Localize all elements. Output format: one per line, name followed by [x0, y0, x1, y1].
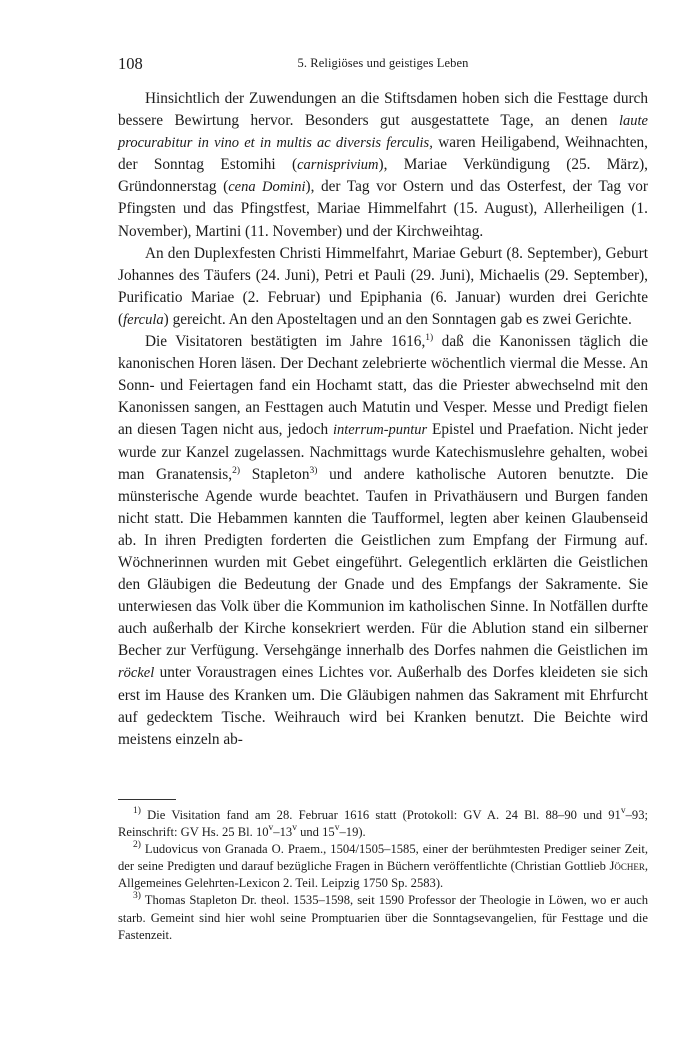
footnote-marker: v — [268, 823, 274, 834]
footnotes — [118, 807, 648, 944]
italic-text: cena Domini — [228, 179, 306, 196]
footnote-marker: 1) — [425, 333, 434, 344]
text-run: –19). — [339, 825, 366, 840]
page-header — [118, 54, 648, 76]
text-run: Stapleton — [240, 465, 310, 483]
footnote-marker: v — [334, 823, 340, 834]
text-run: Ludovicus von Granada O. Praem., 1504/1505–1585, einer der berühmtesten Prediger seiner Zeit, der seine Predigten und darauf bezügliche Fragen in Büchern veröffentlichte (Christian Gottlieb — [118, 842, 648, 874]
text-run: unter Voraustragen eines Lichtes vor. Außerhalb des Dorfes kleideten sie sich erst im Hause des Kranken um. Die Gläubigen nahmen das Sakrament mit Ehrfurcht auf gedecktem Tische. Weihrauch wird bei Kranken benutzt. Die Beichte wird meistens einzeln ab- — [118, 664, 648, 748]
footnote-marker: v — [620, 806, 626, 816]
footnote — [118, 841, 648, 892]
text-run: An den Duplexfesten Christi Himmelfahrt, Mariae Geburt (8. September), Geburt Johannes des Täufers (24. Juni), Petri et Pauli (29. Juni), Michaelis (29. September), Purificatio Mariae (2. Februar) und Epiphania (6. Januar) wurden drei Gerichte ( — [118, 244, 648, 328]
text-run: waren Heiligabend, Weihnachten, der Sonntag Estomihi ( — [118, 134, 648, 174]
text-run: Thomas Stapleton Dr. theol. 1535–1598, seit 1590 Professor der Theologie in Löwen, wo er auch starb. Gemeint sind hier wohl seine Promptuarien über die Sonntagsevangelien, für Festtage und die Fastenzeit. — [118, 893, 648, 942]
footnote-marker: v — [292, 823, 297, 834]
text-run: und 15 — [296, 825, 335, 840]
text-run: Jöcher — [609, 859, 645, 874]
italic-text: röckel — [118, 665, 155, 682]
footnote-separator — [118, 799, 176, 800]
italic-text: fercula — [123, 311, 164, 328]
text-run: Epistel und Praefation. Nicht jeder wurde zur Kanzel zugelassen. Nachmittags wurde Katechismuslehre gehalten, wobei man Granatensis, — [118, 421, 648, 483]
footnote — [118, 892, 648, 943]
text-run: , Allgemeines Gelehrten-Lexicon 2. Teil. Leipzig 1750 Sp. 2583). — [118, 859, 648, 891]
text-run: –93; Reinschrift: GV Hs. 25 Bl. 10 — [118, 808, 648, 840]
footnote-marker: 2) — [232, 465, 240, 476]
main-text — [118, 88, 648, 751]
footnote-marker: 2) — [133, 840, 141, 851]
text-run: ), der Tag vor Ostern und das Osterfest, der Tag vor Pfingsten und das Pfingstfest, Mariae Himmelfahrt (15. August), Allerheiligen (1. November), Martini (11. November) und der Kirchweihtag. — [118, 178, 649, 240]
text-run: ), Mariae Verkündigung (25. März), Gründonnerstag ( — [118, 156, 648, 196]
text-run: Die Visitation fand am 28. Februar 1616 statt (Protokoll: GV A. 24 Bl. 88–90 und 91 — [140, 808, 621, 822]
running-head: 5. Religiöses und geistiges Leben — [297, 56, 469, 70]
italic-text: carnisprivium — [297, 157, 379, 174]
text-run: Die Visitatoren bestätigten im Jahre 1616, — [145, 333, 426, 351]
footnote-marker: 3) — [133, 891, 141, 902]
text-run: daß die Kanonissen täglich die kanonischen Horen läsen. Der Dechant zelebrierte wöchentlich viermal die Messe. An Sonn- und Feiertagen fand ein Hochamt statt, das die Priester abwechselnd mit den Kanonissen sangen, an Festtagen auch Matutin und Vesper. Messe und Predigt fielen an diesen Tagen nicht aus, jedoch — [118, 333, 648, 439]
text-run: Hinsichtlich der Zuwendungen an die Stiftsdamen hoben sich die Festtage durch bessere Bewirtung hervor. Besonders gut ausgestattete Tage, an denen — [118, 90, 648, 130]
paragraph — [118, 88, 648, 243]
text-run: –13 — [273, 825, 293, 840]
text-run: ) gereicht. An den Aposteltagen und an den Sonntagen gab es zwei Gerichte. — [163, 310, 632, 328]
footnote — [118, 807, 648, 841]
italic-text: interrum-puntur — [332, 422, 428, 439]
paragraph — [118, 243, 648, 331]
text-run: und andere katholische Autoren benutzte. Die münsterische Agende wurde beachtet. Taufen in Privathäusern und Burgen fanden nicht statt. Die Hebammen kannten die Taufformel, legten aber keinen Glaubenseid ab. In ihren Predigten forderten die Geistlichen zum Empfang der Firmung auf. Wöchnerinnen wurden mit Gebet eingeführt. Gelegentlich erklärten die Geistlichen den Gläubigen die Bedeutung der Gnade und des Empfangs der Sakramente. Sie unterwiesen das Volk über die Kommunion im katholischen Sinne. In Notfällen durfte auch außerhalb der Kirche konsekriert werden. Für die Ablution stand ein silberner Becher zur Verfügung. Versehgänge innerhalb des Dorfes nahmen die Geistlichen im — [118, 465, 648, 660]
page-number: 108 — [118, 54, 143, 73]
italic-text: laute procurabitur in vino et in multis ac diversis ferculis, — [118, 113, 648, 152]
paragraph — [118, 331, 648, 751]
footnote-marker: 1) — [133, 806, 141, 816]
footnote-marker: 3) — [309, 465, 318, 476]
